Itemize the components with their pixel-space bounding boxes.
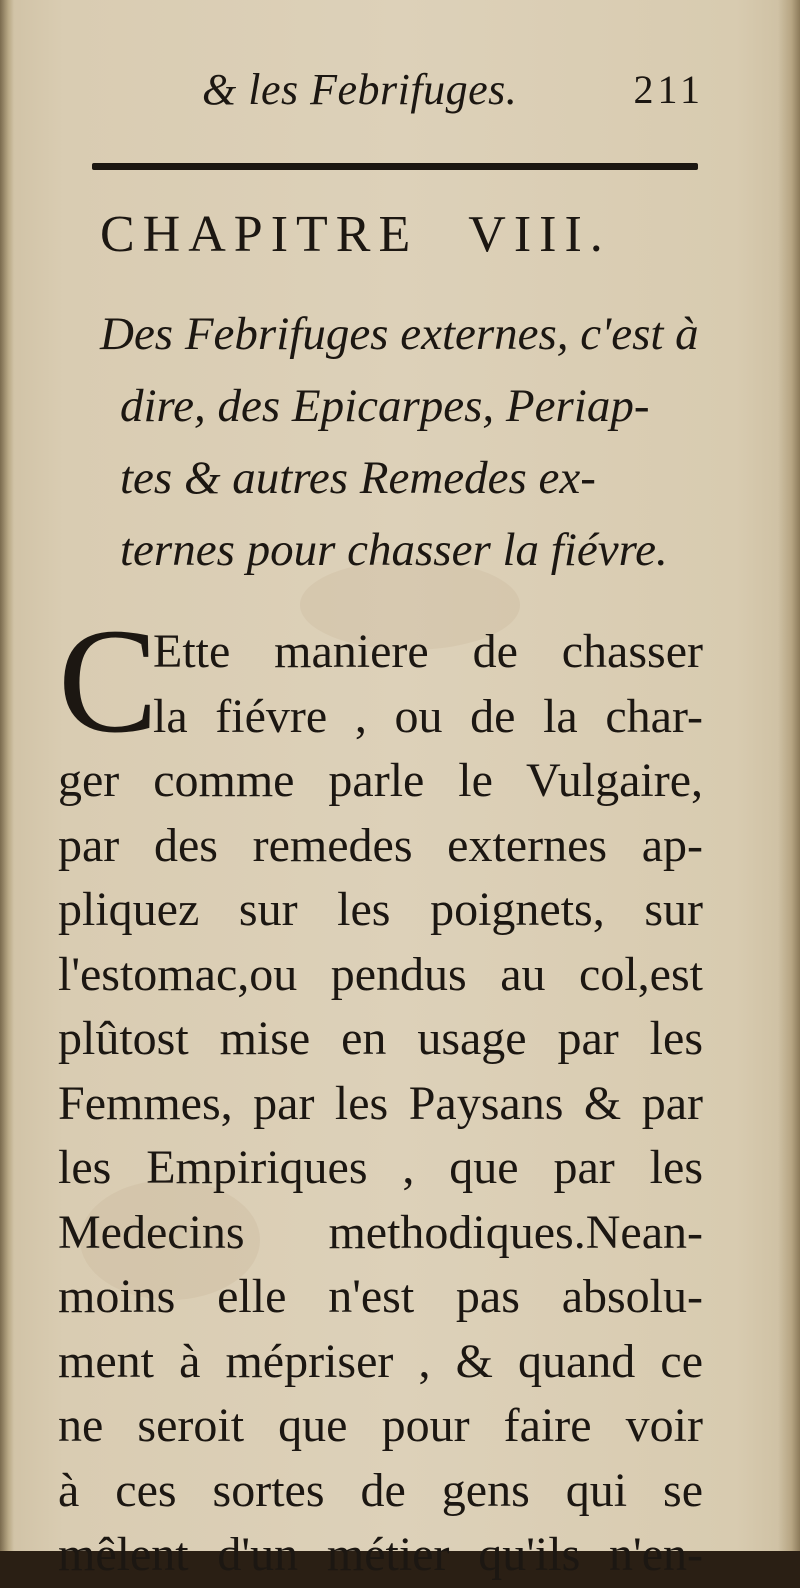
text-line: ment à mépriser , & quand ce xyxy=(58,1334,703,1388)
text-line: ger comme parle le Vulgaire, xyxy=(58,754,703,807)
text-line: la fiévre , ou de la char- xyxy=(153,689,703,743)
text-line: mêlent d'un métier qu'ils n'en- xyxy=(58,1528,703,1581)
text-line: par des remedes externes ap- xyxy=(58,818,703,872)
text-line: pliquez sur les poignets, sur xyxy=(58,883,703,936)
header-rule xyxy=(92,163,698,170)
page-gutter-shadow xyxy=(0,0,14,1551)
body-paragraph xyxy=(58,620,718,1588)
chapter-subtitle xyxy=(80,298,720,586)
text-line: Femmes, par les Paysans & par xyxy=(58,1076,703,1130)
subtitle-line: dire, des Epicarpes, Periap- xyxy=(120,380,650,432)
drop-cap: C xyxy=(58,598,159,764)
subtitle-line: Des Febrifuges externes, c'est à xyxy=(100,308,699,360)
text-line: ne seroit que pour faire voir xyxy=(58,1399,703,1452)
text-line: Ette maniere de chasser xyxy=(153,625,703,678)
text-line: les Empiriques , que par les xyxy=(58,1141,703,1194)
page-edge-shadow xyxy=(778,0,800,1551)
page-number: 211 xyxy=(633,67,704,112)
subtitle-line: ternes pour chasser la fiévre. xyxy=(120,524,668,576)
chapter-title: CHAPITRE VIII. xyxy=(100,206,611,263)
page-header xyxy=(90,62,710,122)
text-line: Medecins methodiques.Nean- xyxy=(58,1205,703,1259)
running-title: & les Febrifuges. xyxy=(202,65,518,114)
text-line: à ces sortes de gens qui se xyxy=(58,1463,703,1517)
text-line: moins elle n'est pas absolu- xyxy=(58,1270,703,1323)
text-line: plûtost mise en usage par les xyxy=(58,1012,703,1065)
text-line: l'estomac,ou pendus au col,est xyxy=(58,947,703,1001)
subtitle-line: tes & autres Remedes ex- xyxy=(120,452,596,504)
